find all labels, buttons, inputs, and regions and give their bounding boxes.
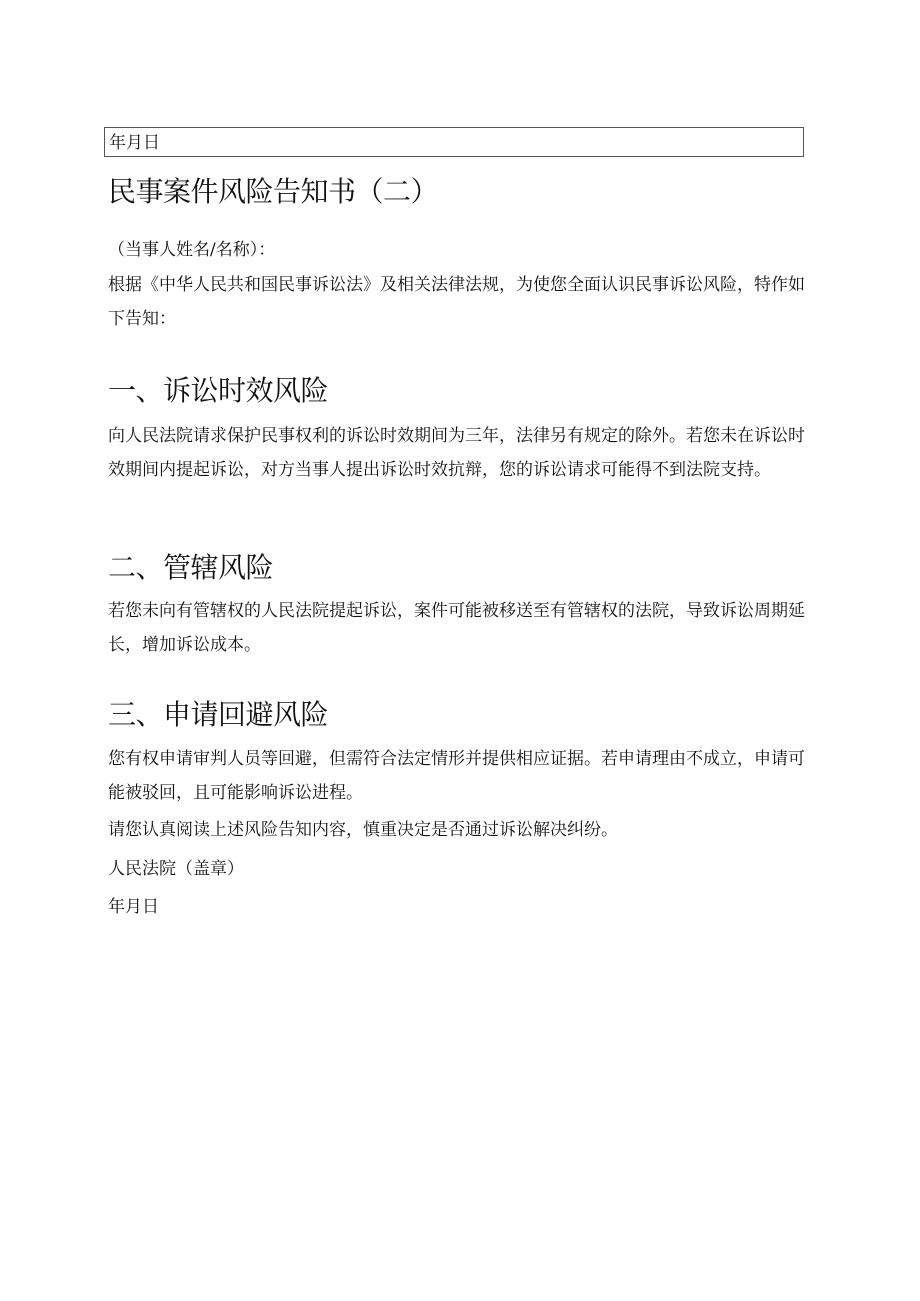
section-body-limitation: 向人民法院请求保护民事权利的诉讼时效期间为三年，法律另有规定的除外。若您未在诉讼时效期间内提起诉讼，对方当事人提出诉讼时效抗辩，您的诉讼请求可能得不到法院支持。 bbox=[108, 426, 805, 480]
header-date-field bbox=[104, 127, 804, 157]
section-body-jurisdiction: 若您未向有管辖权的人民法院提起诉讼，案件可能被移送至有管辖权的法院，导致诉讼周期延长，增加诉讼成本。 bbox=[108, 601, 805, 655]
section-heading-recusal: 三、申请回避风险 bbox=[108, 698, 329, 731]
header-date-text: 年月日 bbox=[109, 133, 160, 153]
section-heading-jurisdiction: 二、管辖风险 bbox=[108, 551, 274, 584]
document-title: 民事案件风险告知书（二） bbox=[108, 175, 439, 208]
addressee-line: （当事人姓名/名称）： bbox=[108, 240, 276, 260]
section-heading-limitation: 一、诉讼时效风险 bbox=[108, 374, 329, 407]
closing-paragraph: 请您认真阅读上述风险告知内容，慎重决定是否通过诉讼解决纠纷。 bbox=[108, 820, 618, 840]
intro-paragraph: 根据《中华人民共和国民事诉讼法》及相关法律法规，为使您全面认识民事诉讼风险，特作如下告知： bbox=[108, 275, 805, 329]
footer-date: 年月日 bbox=[108, 897, 159, 917]
section-body-recusal: 您有权申请审判人员等回避，但需符合法定情形并提供相应证据。若申请理由不成立，申请可能被驳回，且可能影响诉讼进程。 bbox=[108, 749, 805, 803]
court-signature: 人民法院（盖章） bbox=[108, 859, 244, 879]
